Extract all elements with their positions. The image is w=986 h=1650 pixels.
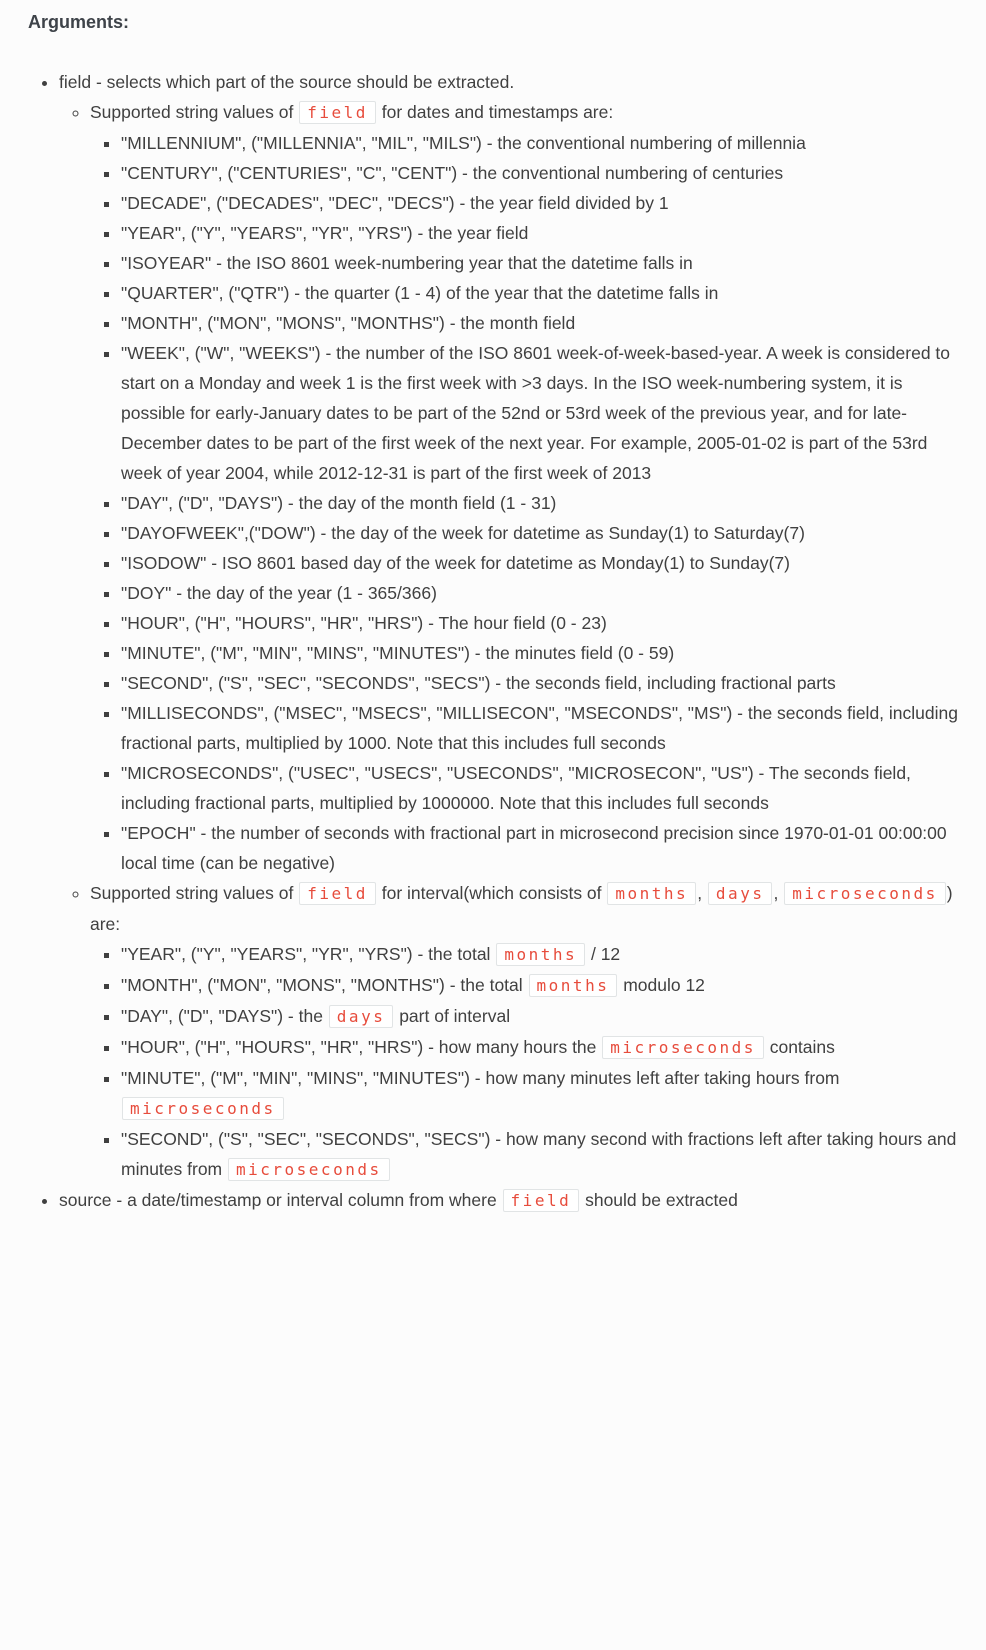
list-item: [121, 1063, 962, 1124]
text-segment: ,: [773, 883, 784, 903]
text-segment: field - selects which part of the source should be extracted.: [59, 72, 515, 92]
list-item: [90, 97, 962, 878]
list-item: [121, 608, 962, 638]
inline-code: microseconds: [228, 1158, 390, 1181]
list-item: [121, 128, 962, 158]
text-segment: "YEAR", ("Y", "YEARS", "YR", "YRS") - the year field: [121, 223, 529, 243]
text-segment: "DAYOFWEEK",("DOW") - the day of the week for datetime as Sunday(1) to Saturday(7): [121, 523, 805, 543]
inline-code: field: [299, 882, 376, 905]
text-segment: "ISOYEAR" - the ISO 8601 week-numbering year that the datetime falls in: [121, 253, 693, 273]
list-item: [121, 518, 962, 548]
text-segment: Supported string values of: [90, 102, 299, 122]
text-segment: "HOUR", ("H", "HOURS", "HR", "HRS") - The hour field (0 - 23): [121, 613, 607, 633]
text-segment: "MINUTE", ("M", "MIN", "MINS", "MINUTES") - how many minutes left after taking hours from: [121, 1068, 840, 1088]
text-segment: "DAY", ("D", "DAYS") - the day of the month field (1 - 31): [121, 493, 557, 513]
list-item: [59, 1185, 962, 1216]
bullet-list-level-3: [90, 128, 962, 878]
list-item: [121, 638, 962, 668]
list-item: [121, 668, 962, 698]
list-item: [121, 548, 962, 578]
inline-code: days: [708, 882, 773, 905]
text-segment: for interval(which consists of: [376, 883, 607, 903]
list-item: [121, 939, 962, 970]
text-segment: contains: [764, 1037, 835, 1057]
text-segment: "DOY" - the day of the year (1 - 365/366): [121, 583, 437, 603]
text-segment: "MONTH", ("MON", "MONS", "MONTHS") - the month field: [121, 313, 576, 333]
text-segment: "DAY", ("D", "DAYS") - the: [121, 1006, 328, 1026]
text-segment: / 12: [586, 944, 621, 964]
list-item: [121, 158, 962, 188]
list-item: [121, 698, 962, 758]
inline-code: field: [503, 1189, 580, 1212]
list-item: [121, 818, 962, 878]
arguments-heading: Arguments:: [28, 12, 130, 32]
list-item: [121, 248, 962, 278]
arguments-section: [28, 67, 962, 1216]
text-segment: "WEEK", ("W", "WEEKS") - the number of the ISO 8601 week-of-week-based-year. A week is considered to start on a Monday and week 1 is the first week with >3 days. In the ISO week-numbering system, it is possible for early-January dates to be part of the 52nd or 53rd week of the previous year, and for late-December dates to be part of the first week of the next year. For example, 2005-01-02 is part of the 53rd week of year 2004, while 2012-12-31 is part of the first week of 2013: [121, 343, 951, 483]
inline-code: months: [529, 974, 618, 997]
text-segment: "MONTH", ("MON", "MONS", "MONTHS") - the total: [121, 975, 528, 995]
list-item: [121, 1032, 962, 1063]
text-segment: "HOUR", ("H", "HOURS", "HR", "HRS") - how many hours the: [121, 1037, 602, 1057]
inline-code: microseconds: [602, 1036, 764, 1059]
text-segment: ,: [697, 883, 707, 903]
inline-code: microseconds: [784, 882, 946, 905]
text-segment: "MILLENNIUM", ("MILLENNIA", "MIL", "MILS") - the conventional numbering of millennia: [121, 133, 806, 153]
list-item: [121, 1001, 962, 1032]
list-item: [121, 578, 962, 608]
text-segment: ) are:: [90, 883, 953, 934]
list-item: [121, 218, 962, 248]
inline-code: months: [607, 882, 696, 905]
text-segment: "QUARTER", ("QTR") - the quarter (1 - 4) of the year that the datetime falls in: [121, 283, 719, 303]
inline-code: microseconds: [122, 1097, 284, 1120]
text-segment: "SECOND", ("S", "SEC", "SECONDS", "SECS") - the seconds field, including fractional parts: [121, 673, 836, 693]
bullet-list-level-2: [59, 97, 962, 1185]
list-item: [90, 878, 962, 1185]
text-segment: "CENTURY", ("CENTURIES", "C", "CENT") - the conventional numbering of centuries: [121, 163, 784, 183]
text-segment: "MINUTE", ("M", "MIN", "MINS", "MINUTES") - the minutes field (0 - 59): [121, 643, 675, 663]
list-item: [121, 1124, 962, 1185]
list-item: [121, 338, 962, 488]
text-segment: Supported string values of: [90, 883, 299, 903]
text-segment: modulo 12: [618, 975, 705, 995]
text-segment: "DECADE", ("DECADES", "DEC", "DECS") - the year field divided by 1: [121, 193, 669, 213]
inline-code: field: [299, 101, 376, 124]
list-item: [121, 488, 962, 518]
inline-code: months: [496, 943, 585, 966]
list-item: [121, 970, 962, 1001]
list-item: [121, 188, 962, 218]
text-segment: part of interval: [394, 1006, 511, 1026]
list-item: [121, 278, 962, 308]
text-segment: should be extracted: [580, 1190, 738, 1210]
text-segment: "YEAR", ("Y", "YEARS", "YR", "YRS") - the total: [121, 944, 496, 964]
bullet-list-level-3: [90, 939, 962, 1185]
text-segment: "MICROSECONDS", ("USEC", "USECS", "USECONDS", "MICROSECON", "US") - The seconds field, including fractional parts, multiplied by 1000000. Note that this includes full seconds: [121, 763, 911, 813]
bullet-list-level-1: [28, 67, 962, 1216]
list-item: [59, 67, 962, 1185]
text-segment: "MILLISECONDS", ("MSEC", "MSECS", "MILLISECON", "MSECONDS", "MS") - the seconds field, including fractional parts, multiplied by 1000. Note that this includes full seconds: [121, 703, 958, 753]
text-segment: for dates and timestamps are:: [376, 102, 614, 122]
inline-code: days: [329, 1005, 394, 1028]
text-segment: "EPOCH" - the number of seconds with fractional part in microsecond precision since 1970-01-01 00:00:00 local time (can be negative): [121, 823, 947, 873]
text-segment: "SECOND", ("S", "SEC", "SECONDS", "SECS") - how many second with fractions left after taking hours and minutes from: [121, 1129, 957, 1179]
list-item: [121, 758, 962, 818]
text-segment: "ISODOW" - ISO 8601 based day of the week for datetime as Monday(1) to Sunday(7): [121, 553, 790, 573]
text-segment: source - a date/timestamp or interval column from where: [59, 1190, 502, 1210]
list-item: [121, 308, 962, 338]
